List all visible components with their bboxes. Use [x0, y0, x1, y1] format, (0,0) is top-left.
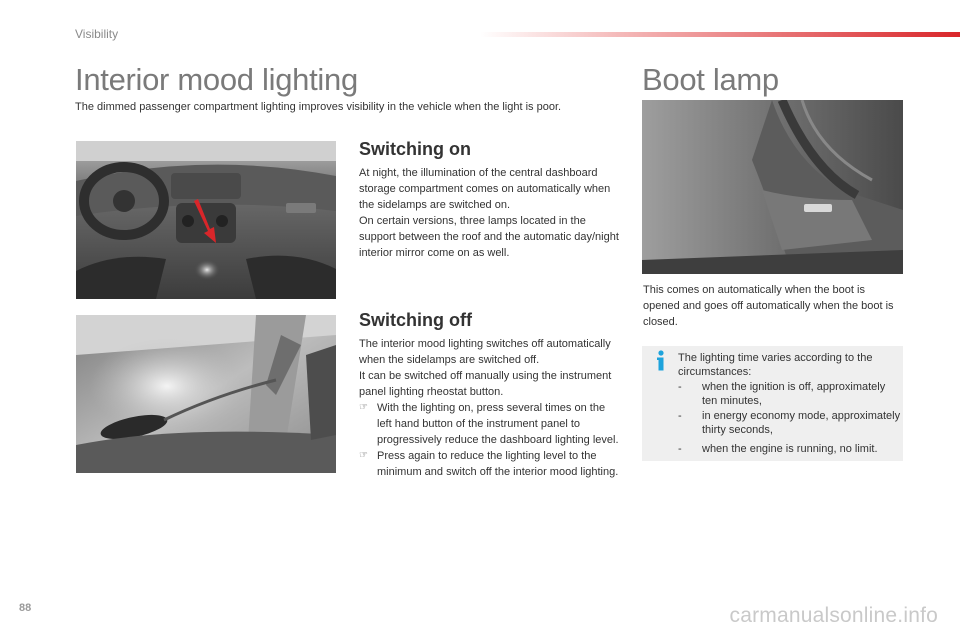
switching-off-p2: It can be switched off manually using the instrument panel lighting rheostat button.: [359, 370, 612, 398]
pointer-hand-icon: ☞: [359, 402, 368, 413]
info-item-text: when the engine is running, no limit.: [702, 443, 878, 455]
boot-title: Boot lamp: [642, 62, 779, 97]
info-body: [678, 352, 902, 457]
switching-off-p1: The interior mood lighting switches off automatically when the sidelamps are switched off.: [359, 338, 611, 366]
info-box: [642, 346, 903, 461]
switching-on-text: [359, 165, 621, 261]
bullet-text: With the lighting on, press several times on the left hand button of the instrument panel to progressively reduce the dashboard lighting level.: [377, 402, 619, 446]
boot-photo: [642, 100, 903, 274]
bullet-text: Press again to reduce the lighting level to the minimum and switch off the interior mood lighting.: [377, 450, 619, 478]
header-accent-rule: [480, 32, 960, 37]
boot-text: This comes on automatically when the boot is opened and goes off automatically when the boot is closed.: [643, 284, 894, 328]
dashboard-photo: [76, 141, 336, 299]
interior-mirror-photo: [76, 315, 336, 473]
page-number: 88: [19, 602, 32, 614]
dash: -: [678, 410, 682, 422]
section-label: Visibility: [75, 27, 119, 41]
list-item: [678, 410, 902, 437]
list-item: [359, 448, 621, 480]
switching-off-heading: Switching off: [359, 310, 472, 330]
info-item-text: in energy economy mode, approximately thirty seconds,: [702, 410, 901, 436]
interior-intro: The dimmed passenger compartment lighting improves visibility in the vehicle when the light is poor.: [75, 101, 562, 113]
info-item-text: when the ignition is off, approximately ten minutes,: [702, 381, 886, 407]
list-item: [678, 443, 902, 457]
pointer-hand-icon: ☞: [359, 450, 368, 461]
switching-on-p2: On certain versions, three lamps located in the support between the roof and the automatic day/night interior mirror come on as well.: [359, 215, 619, 259]
dash: -: [678, 381, 682, 393]
list-item: [678, 381, 902, 408]
info-icon: [654, 350, 668, 372]
interior-title: Interior mood lighting: [75, 62, 358, 97]
switching-off-text: [359, 336, 621, 480]
switching-on-heading: Switching on: [359, 139, 471, 159]
switching-on-p1: At night, the illumination of the central dashboard storage compartment comes on automatically when the sidelamps are switched on.: [359, 167, 611, 211]
dash: -: [678, 443, 682, 455]
watermark: carmanualsonline.info: [729, 604, 938, 627]
list-item: [359, 400, 621, 448]
info-intro: The lighting time varies according to the circumstances:: [678, 352, 873, 378]
